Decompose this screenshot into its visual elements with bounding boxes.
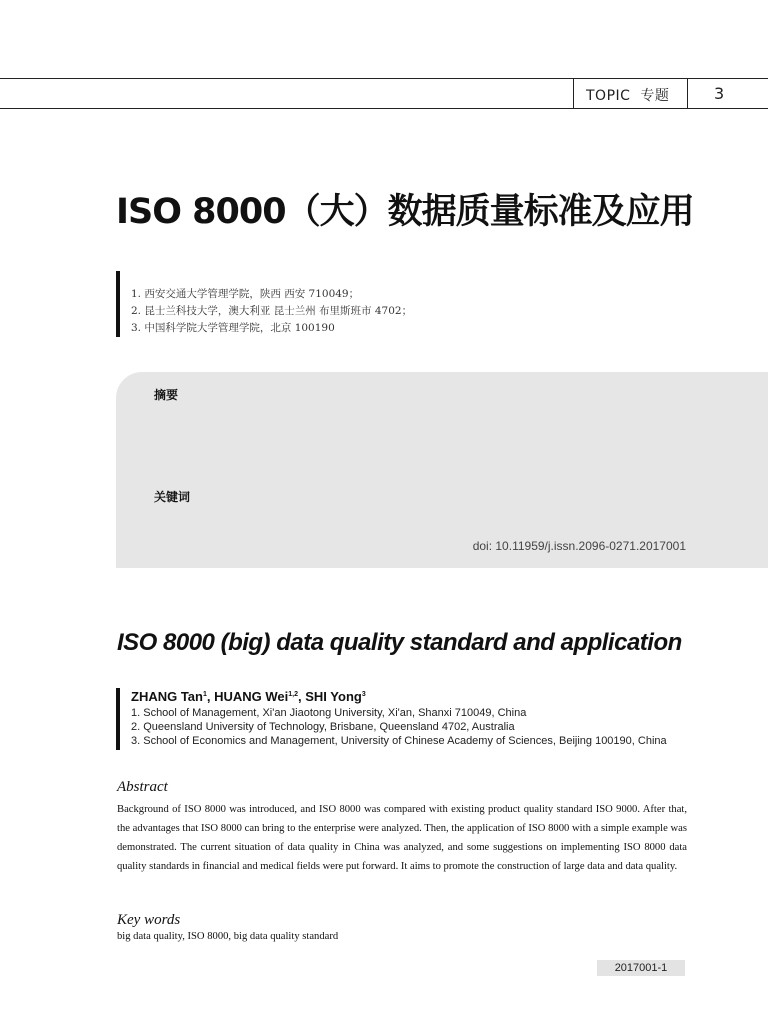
section-label-zh: 专题: [640, 88, 670, 104]
author-name: HUANG Wei: [214, 689, 289, 704]
affiliation-en-item: 2. Queensland University of Technology, Brisbane, Queensland 4702, Australia: [131, 721, 515, 733]
article-title-zh: ISO 8000（大）数据质量标准及应用: [116, 192, 694, 232]
affiliations-zh: [131, 286, 412, 337]
affiliation-zh-item: 2. 昆士兰科技大学，澳大利亚 昆士兰州 布里斯班市 4702；: [131, 305, 413, 317]
keywords-heading: Key words: [117, 912, 181, 928]
author-affiliation-index: 1,2: [288, 691, 299, 698]
section-label: [586, 85, 669, 105]
page-id: 2017001-1: [597, 960, 685, 976]
page-number: 3: [714, 84, 725, 103]
keywords-label-zh: 关键词: [154, 490, 191, 504]
author-name: ZHANG Tan: [131, 689, 203, 704]
section-label-en: TOPIC: [586, 88, 631, 104]
affiliation-en-item: 1. School of Management, Xi'an Jiaotong University, Xi'an, Shanxi 710049, China: [131, 707, 527, 719]
abstract-text: Background of ISO 8000 was introduced, and ISO 8000 was compared with existing product quality standard ISO 9000. After that, the advantages that ISO 8000 can bring to the enterprise were analyzed. Then, the application of ISO 8000 with a simple example was demonstrated. The current situation of data quality in China was analyzed, and some suggestions on implementing ISO 8000 data quality standards in financial and medical fields were put forward. It aims to promote the construction of large data and data quality.: [117, 804, 687, 872]
doi: doi: 10.11959/j.issn.2096-0271.2017001: [472, 539, 686, 553]
header-divider: [573, 78, 574, 109]
header-rule-top: [0, 78, 768, 79]
keywords-text: big data quality, ISO 8000, big data quality standard: [117, 931, 339, 942]
author-affiliation-index: 1: [202, 691, 207, 698]
header-divider: [687, 78, 688, 109]
article-title-en: ISO 8000 (big) data quality standard and application: [117, 629, 682, 656]
abstract-label-zh: 摘要: [154, 388, 179, 402]
affiliation-bar: [116, 688, 120, 750]
affiliation-en-item: 3. School of Economics and Management, University of Chinese Academy of Sciences, Beijing 100190, China: [131, 735, 667, 747]
affiliation-zh-item: 1. 西安交通大学管理学院，陕西 西安 710049；: [131, 288, 360, 300]
abstract-box: [116, 372, 768, 568]
affiliations-en: [131, 706, 667, 748]
author-name: SHI Yong: [305, 689, 362, 704]
abstract-heading: Abstract: [117, 779, 168, 795]
author-list: ZHANG Tan$^1$, HUANG Wei$^{1,2}$, SHI Yong$^3$: [131, 689, 366, 704]
affiliation-zh-item: 3. 中国科学院大学管理学院，北京 100190: [131, 322, 335, 334]
author-affiliation-index: 3: [361, 691, 366, 698]
affiliation-bar: [116, 271, 120, 337]
header-rule-bottom: [0, 108, 768, 109]
